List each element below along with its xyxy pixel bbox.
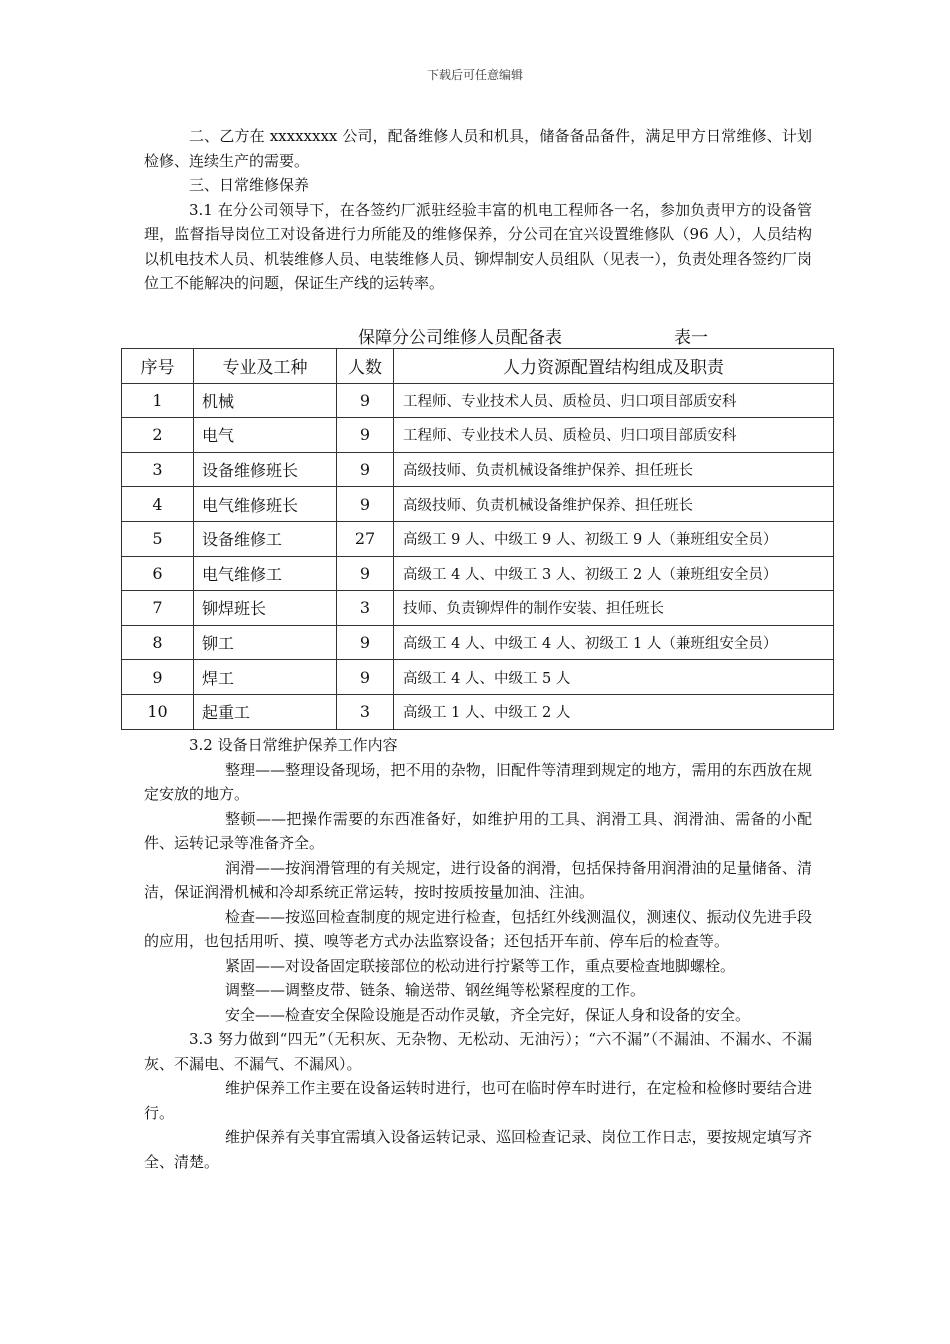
row-specialty: 电气维修班长 [194, 487, 337, 522]
row-index: 1 [122, 383, 194, 418]
row-duties: 高级工 4 人、中级工 5 人 [394, 660, 834, 695]
paragraph-3-1: 3.1 在分公司领导下，在各签约厂派驻经验丰富的机电工程师各一名，参加负责甲方的设备管理，监督指导岗位工对设备进行力所能及的维修保养，分公司在宜兴设置维修队（96 人），人员结构以机电技术人员、机装维修人员、电装维修人员、铆焊制安人员组队（见表一），负责处理各签约厂岗位工不能解决的问题，保证生产线的运转率。 [144, 200, 812, 292]
row-specialty: 铆工 [194, 625, 337, 660]
table-row [122, 556, 834, 591]
row-duties: 高级技师、负责机械设备维护保养、担任班长 [394, 487, 834, 522]
row-duties: 技师、负责铆焊件的制作安装、担任班长 [394, 591, 834, 626]
table-row [122, 694, 834, 729]
row-index: 9 [122, 660, 194, 695]
row-specialty: 电气维修工 [194, 556, 337, 591]
table-caption [144, 326, 812, 350]
intro-section [144, 124, 812, 350]
row-count: 3 [337, 591, 394, 626]
table-row [122, 521, 834, 556]
row-duties: 高级工 1 人、中级工 2 人 [394, 694, 834, 729]
row-index: 6 [122, 556, 194, 591]
header-duties: 人力资源配置结构组成及职责 [394, 349, 834, 384]
row-count: 9 [337, 452, 394, 487]
paragraph-maintenance-timing: 维护保养工作主要在设备运转时进行，也可在临时停车时进行，在定检和检修时要结合进行。 [144, 1079, 812, 1122]
paragraph-maintenance-records: 维护保养有关事宜需填入设备运转记录、巡回检查记录、岗位工作日志，要按规定填写齐全、清楚。 [144, 1128, 812, 1171]
row-index: 2 [122, 418, 194, 453]
row-count: 9 [337, 383, 394, 418]
row-index: 3 [122, 452, 194, 487]
table-row [122, 625, 834, 660]
row-count: 9 [337, 660, 394, 695]
table-number: 表一 [674, 327, 708, 348]
paragraph-two: 二、乙方在 xxxxxxxx 公司，配备维修人员和机具，储备备品备件，满足甲方日常维修、计划检修、连续生产的需要。 [144, 127, 812, 170]
header-index: 序号 [122, 349, 194, 384]
item-jiancha: 检查——按巡回检查制度的规定进行检查，包括红外线测温仪，测速仪、振动仪先进手段的应用，也包括用听、摸、嗅等老方式办法监察设备；还包括开车前、停车后的检查等。 [144, 907, 812, 950]
row-duties: 高级工 4 人、中级工 3 人、初级工 2 人（兼班组安全员） [394, 556, 834, 591]
row-specialty: 电气 [194, 418, 337, 453]
table-row [122, 383, 834, 418]
table-row [122, 418, 834, 453]
row-specialty: 设备维修工 [194, 521, 337, 556]
item-tiaozheng: 调整——调整皮带、链条、输送带、钢丝绳等松紧程度的工作。 [225, 981, 646, 999]
row-duties: 高级工 4 人、中级工 4 人、初级工 1 人（兼班组安全员） [394, 625, 834, 660]
row-index: 10 [122, 694, 194, 729]
row-specialty: 机械 [194, 383, 337, 418]
row-duties: 工程师、专业技术人员、质检员、归口项目部质安科 [394, 418, 834, 453]
item-zhengdun: 整顿——把操作需要的东西准备好，如维护用的工具、润滑工具、润滑油、需备的小配件、运转记录等准备齐全。 [144, 809, 812, 852]
table-row [122, 591, 834, 626]
section-three-heading: 三、日常维修保养 [189, 176, 310, 194]
item-jingu: 紧固——对设备固定联接部位的松动进行拧紧等工作，重点要检查地脚螺栓。 [225, 956, 736, 975]
header-note: 下载后可任意编辑 [426, 68, 523, 82]
header-specialty: 专业及工种 [194, 349, 337, 384]
row-specialty: 铆焊班长 [194, 591, 337, 626]
row-index: 7 [122, 591, 194, 626]
row-count: 9 [337, 625, 394, 660]
paragraph-3-3: 3.3 努力做到“四无”（无积灰、无杂物、无松动、无油污）；“六不漏”（不漏油、不漏水、不漏灰、不漏电、不漏气、不漏风）。 [144, 1030, 812, 1073]
header-count: 人数 [337, 349, 394, 384]
maintenance-section [144, 733, 812, 1174]
row-count: 27 [337, 521, 394, 556]
row-specialty: 焊工 [194, 660, 337, 695]
item-runhua: 润滑——按润滑管理的有关规定，进行设备的润滑，包括保持备用润滑油的足量储备、清洁，保证润滑机械和冷却系统正常运转，按时按质按量加油、注油。 [144, 858, 812, 901]
item-zhengli: 整理——整理设备现场，把不用的杂物，旧配件等清理到规定的地方，需用的东西放在规定安放的地方。 [144, 760, 812, 803]
row-count: 9 [337, 418, 394, 453]
row-specialty: 起重工 [194, 694, 337, 729]
table-header-row [122, 349, 834, 384]
paragraph-3-2: 3.2 设备日常维护保养工作内容 [189, 736, 398, 754]
row-duties: 高级技师、负责机械设备维护保养、担任班长 [394, 452, 834, 487]
table-row [122, 487, 834, 522]
row-index: 8 [122, 625, 194, 660]
row-count: 9 [337, 487, 394, 522]
item-anquan: 安全——检查安全保险设施是否动作灵敏，齐全完好，保证人身和设备的安全。 [225, 1005, 751, 1024]
row-count: 9 [337, 556, 394, 591]
row-count: 3 [337, 694, 394, 729]
row-specialty: 设备维修班长 [194, 452, 337, 487]
staff-table [121, 348, 834, 730]
table-title: 保障分公司维修人员配备表 [358, 327, 562, 348]
row-index: 5 [122, 521, 194, 556]
table-row [122, 660, 834, 695]
row-duties: 高级工 9 人、中级工 9 人、初级工 9 人（兼班组安全员） [394, 521, 834, 556]
row-index: 4 [122, 487, 194, 522]
row-duties: 工程师、专业技术人员、质检员、归口项目部质安科 [394, 383, 834, 418]
table-row [122, 452, 834, 487]
